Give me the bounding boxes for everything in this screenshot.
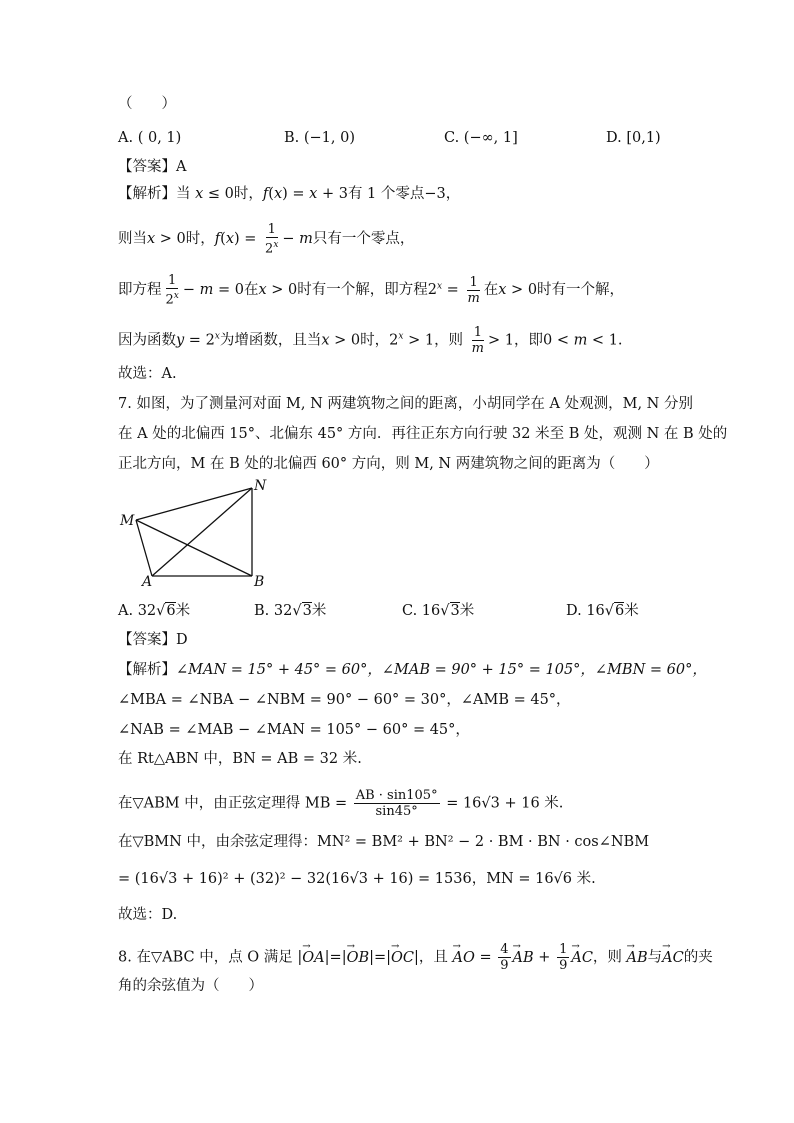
option-letter: D. <box>606 130 622 146</box>
q7-stem-line-3: 正北方向，M 在 B 处的北偏西 60° 方向，则 M, N 两建筑物之间的距离为（ ） <box>118 456 659 472</box>
q7-solution-line-7: = (16√3 + 16)² + (32)² − 32(16√3 + 16) = 1536，MN = 16√6 米. <box>118 871 596 887</box>
q6-option-a[interactable] <box>118 128 181 148</box>
point-label-N: N <box>254 478 267 494</box>
q6-conclusion: 故选：A. <box>118 366 177 382</box>
q7-stem-line-2: 在 A 处的北偏西 15°、北偏东 45° 方向．再往正东方向行驶 32 米至 B 处，观测 N 在 B 处的 <box>118 426 728 442</box>
q7-solution-line-1: 【解析】∠MAN = 15° + 45° = 60°，∠MAB = 90° + 15° = 105°，∠MBN = 60°， <box>118 662 707 678</box>
q7-option-a[interactable]: A. 32√6米 <box>118 603 191 619</box>
q7-conclusion: 故选：D. <box>118 907 178 923</box>
geometry-diagram <box>112 480 272 592</box>
option-letter: B. <box>284 130 300 146</box>
q8-stem-line-2: 角的余弦值为（ ） <box>118 978 263 994</box>
q6-bracket: （ ） <box>118 96 176 112</box>
option-value: (−1, 0) <box>303 130 356 146</box>
option-letter: C. <box>444 130 460 146</box>
q6-option-b[interactable] <box>284 128 355 148</box>
q6-option-d[interactable] <box>606 128 661 148</box>
point-label-M: M <box>120 513 135 529</box>
q7-option-c[interactable]: C. 16√3米 <box>402 603 475 619</box>
point-label-B: B <box>254 574 265 590</box>
q6-answer: 【答案】A <box>118 159 187 175</box>
q7-figure <box>112 480 272 592</box>
q6-solution-line-2: 则当x > 0时，f(x) = $\frac{1}{2^x}$ − m只有一个零点， <box>118 222 415 257</box>
option-value: [0,1) <box>626 130 661 146</box>
q7-solution-line-3: ∠NAB = ∠MAB − ∠MAN = 105° − 60° = 45°， <box>118 722 470 738</box>
segment-MB <box>136 520 252 576</box>
q6-option-c[interactable] <box>444 128 518 148</box>
q6-solution-line-4: 因为函数$y = 2^x$为增函数，且当x > 0时，$2^x > 1$，则 $\frac{1}{m}$ > 1，即0 < m < 1. <box>118 325 623 356</box>
q6-solution-line-1: 【解析】当 x ≤ 0时，f(x) = x + 3有 1 个零点−3， <box>118 186 461 202</box>
option-value: (−∞, 1] <box>463 130 518 146</box>
q6-solution-line-3: 即方程 $\frac{1}{2^x}$ − m = 0在x > 0时有一个解，即方程$2^x$ = $\frac{1}{m}$ 在x > 0时有一个解， <box>118 273 625 308</box>
option-letter: A. <box>118 130 134 146</box>
q7-solution-line-2: ∠MBA = ∠NBA − ∠NBM = 90° − 60° = 30°，∠AMB = 45°， <box>118 692 571 708</box>
segment-MA <box>136 520 152 576</box>
q7-answer: 【答案】D <box>118 632 188 648</box>
q8-stem-line-1: 8. 在▽ABC 中，点 O 满足 |→ OA|=|→ OB|=|→ OC|，且 → AO = $\frac{4}{9}$ → AB + $\frac{1}{9}$ → AC，则 → AB与→ AC的夹 <box>118 942 713 973</box>
option-value: ( 0, 1) <box>137 130 182 146</box>
q7-solution-line-6: 在▽BMN 中，由余弦定理得：MN² = BM² + BN² − 2 · BM · BN · cos∠NBM <box>118 834 650 850</box>
q7-option-d[interactable]: D. 16√6米 <box>566 603 639 619</box>
q7-option-b[interactable]: B. 32√3米 <box>254 603 327 619</box>
q7-solution-line-5: 在▽ABM 中，由正弦定理得 MB = $\frac{AB \cdot \sin 105^\circ}{\sin 45^\circ}$ = 16√3 + 16 米. <box>118 788 564 819</box>
point-label-A: A <box>142 574 153 590</box>
q7-stem-line-1: 7. 如图，为了测量河对面 M, N 两建筑物之间的距离，小胡同学在 A 处观测，M, N 分别 <box>118 396 693 412</box>
q7-solution-line-4: 在 Rt△ABN 中，BN = AB = 32 米. <box>118 751 362 767</box>
